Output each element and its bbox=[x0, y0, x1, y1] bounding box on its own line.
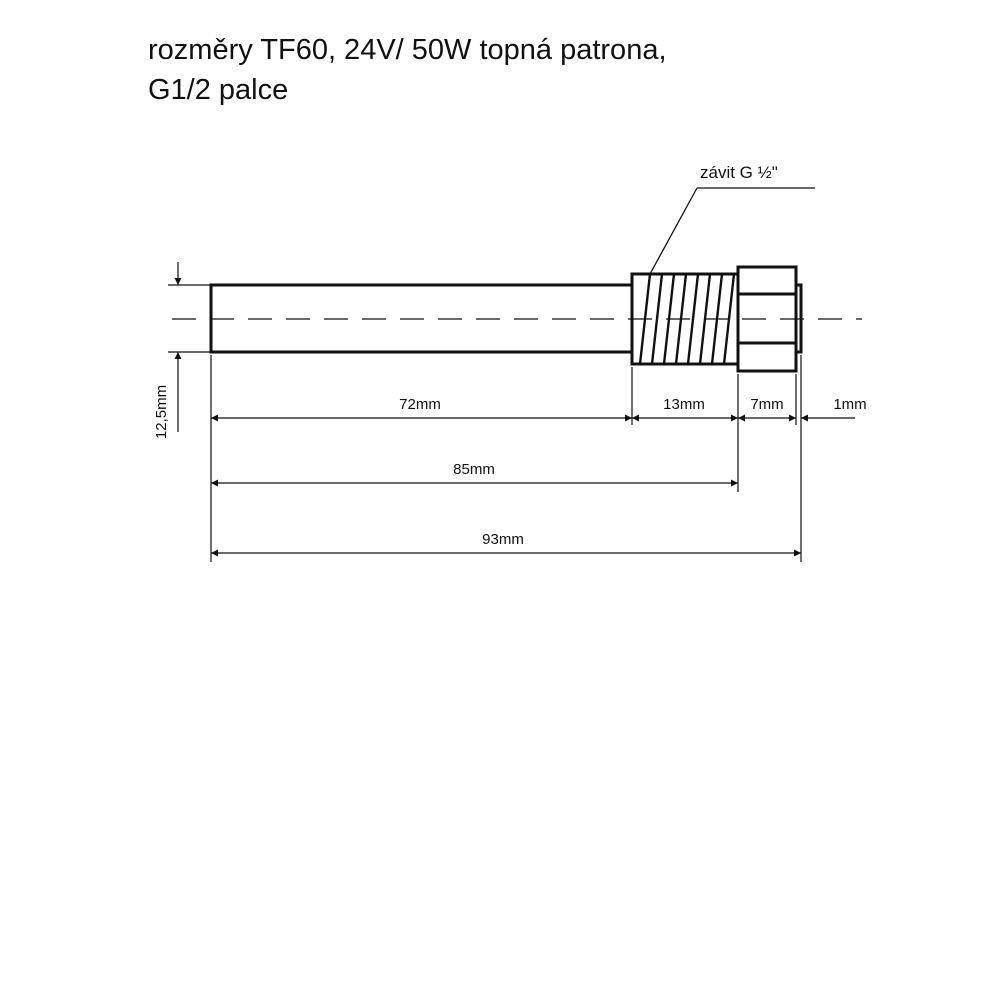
title-line-2: G1/2 palce bbox=[148, 74, 289, 106]
thread-length-label: 13mm bbox=[663, 396, 705, 413]
dimension-7mm bbox=[738, 396, 796, 418]
diameter-dimension bbox=[153, 262, 212, 439]
rod-length-label: 72mm bbox=[399, 396, 441, 413]
length-to-hex-label: 85mm bbox=[453, 461, 495, 478]
hex-length-label: 7mm bbox=[750, 396, 784, 413]
dimension-85mm bbox=[211, 461, 738, 483]
dimension-1mm bbox=[801, 396, 867, 418]
thread-callout bbox=[650, 163, 815, 274]
title-line-1: rozměry TF60, 24V/ 50W topná patrona, bbox=[148, 34, 667, 66]
dimension-72mm bbox=[211, 396, 632, 418]
dimension-13mm bbox=[632, 396, 738, 418]
cap-length-label: 1mm bbox=[833, 396, 867, 413]
dimension-93mm bbox=[211, 531, 801, 553]
diameter-label: 12,5mm bbox=[153, 384, 170, 440]
total-length-label: 93mm bbox=[482, 531, 524, 548]
thread-label: závit G ½" bbox=[700, 163, 778, 182]
